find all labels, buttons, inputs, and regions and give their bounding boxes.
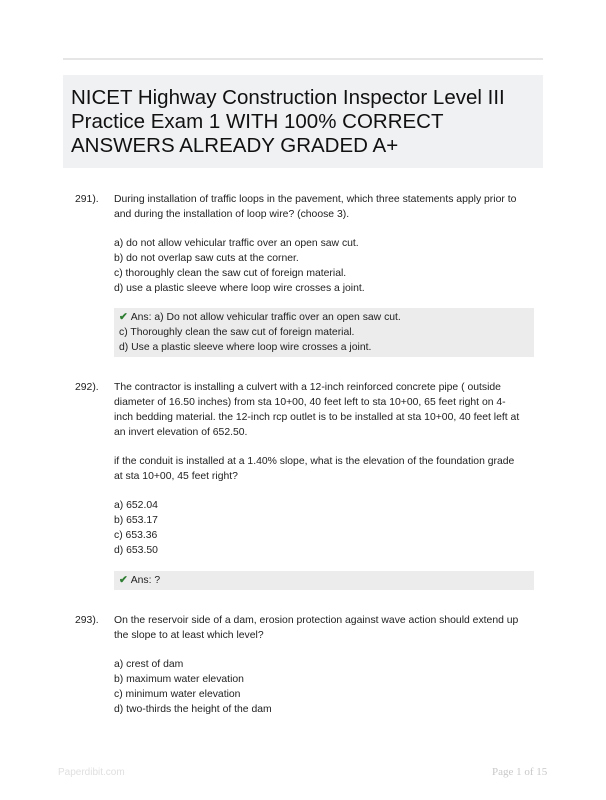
question-text: at sta 10+00, 45 feet right?: [114, 471, 238, 482]
answer-box-291: [114, 308, 534, 357]
question-text: inch bedding material. the 12-inch rcp outlet is to be installed at sta 10+00, 40 feet left at: [114, 412, 520, 423]
option-d: d) 653.50: [114, 545, 158, 556]
answer-line: [119, 310, 529, 325]
option-a: a) 652.04: [114, 500, 158, 511]
check-icon: ✔: [119, 312, 128, 323]
question-body: [114, 192, 534, 296]
title-line: ANSWERS ALREADY GRADED A+: [71, 134, 399, 157]
question-number: 291).: [75, 194, 99, 205]
answer-text: Ans: ?: [130, 575, 161, 586]
question-number: 292).: [75, 382, 99, 393]
document-title: [71, 86, 541, 158]
title-line: Practice Exam 1 WITH 100% CORRECT: [71, 110, 444, 133]
option-a: a) crest of dam: [114, 659, 184, 670]
question-text: and during the installation of loop wire? (choose 3).: [114, 209, 350, 220]
check-icon: ✔: [119, 575, 128, 586]
watermark: Paperdibit.com: [58, 767, 125, 778]
answer-text: Ans: a) Do not allow vehicular traffic over an open saw cut.: [130, 312, 401, 323]
question-text: During installation of traffic loops in the pavement, which three statements apply prior to: [114, 194, 517, 205]
page-number: Page 1 of 15: [492, 766, 548, 778]
question-text: diameter of 16.50 inches) from sta 10+00, 40 feet left to sta 10+00, 65 feet right on 4-: [114, 397, 506, 408]
question-text: an invert elevation of 652.50.: [114, 427, 248, 438]
title-line: NICET Highway Construction Inspector Level III: [71, 86, 505, 109]
option-c: c) 653.36: [114, 530, 158, 541]
answer-line: c) Thoroughly clean the saw cut of foreign material.: [119, 327, 355, 338]
option-b: b) 653.17: [114, 515, 158, 526]
answer-line: [119, 573, 529, 588]
option-c: c) minimum water elevation: [114, 689, 241, 700]
option-b: b) maximum water elevation: [114, 674, 244, 685]
question-body: [114, 380, 534, 558]
question-text: On the reservoir side of a dam, erosion protection against wave action should extend up: [114, 615, 519, 626]
option-a: a) do not allow vehicular traffic over an open saw cut.: [114, 238, 359, 249]
question-text: if the conduit is installed at a 1.40% slope, what is the elevation of the foundation grade: [114, 456, 515, 467]
title-banner: [63, 75, 543, 168]
top-divider: [63, 58, 543, 60]
answer-line: d) Use a plastic sleeve where loop wire crosses a joint.: [119, 342, 372, 353]
answer-box-292: [114, 571, 534, 590]
question-body: [114, 613, 534, 717]
option-d: d) two-thirds the height of the dam: [114, 704, 272, 715]
option-d: d) use a plastic sleeve where loop wire crosses a joint.: [114, 283, 365, 294]
question-text: the slope to at least which level?: [114, 630, 264, 641]
option-b: b) do not overlap saw cuts at the corner.: [114, 253, 299, 264]
option-c: c) thoroughly clean the saw cut of foreign material.: [114, 268, 347, 279]
question-number: 293).: [75, 615, 99, 626]
question-text: The contractor is installing a culvert with a 12-inch reinforced concrete pipe ( outside: [114, 382, 501, 393]
